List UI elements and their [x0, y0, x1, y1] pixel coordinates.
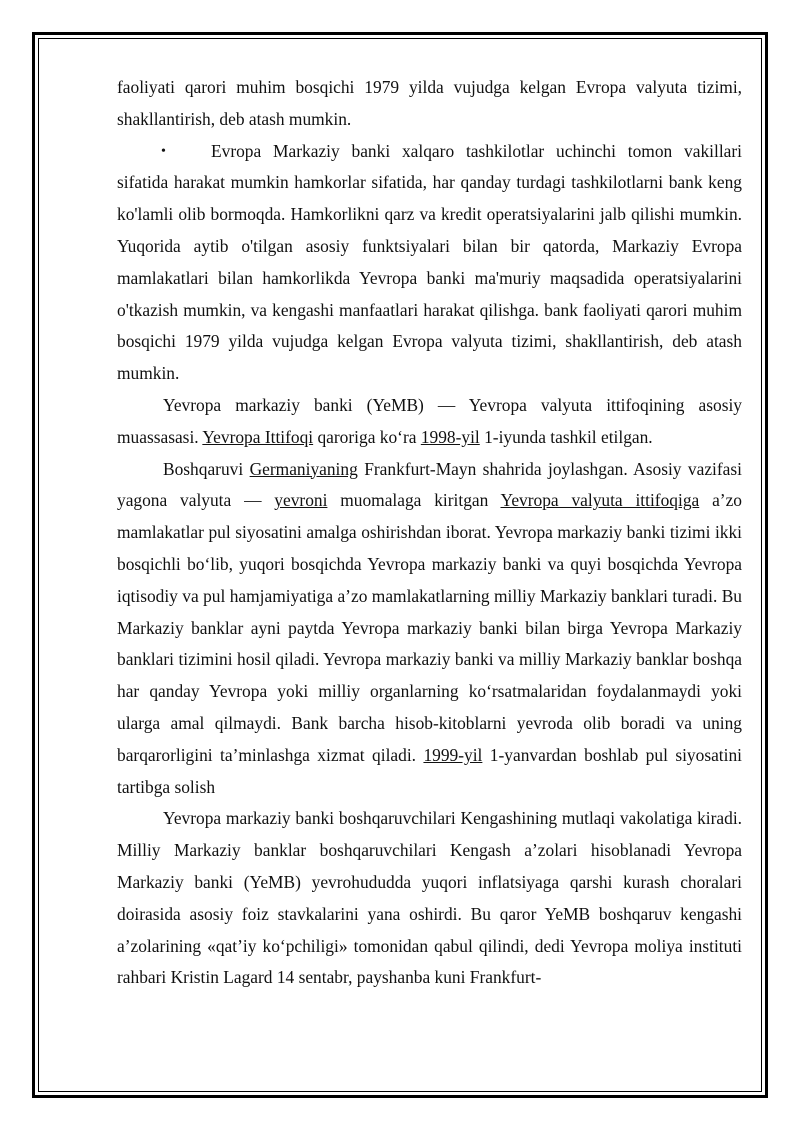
- link-yevropa-ittifoqi[interactable]: Yevropa Ittifoqi: [202, 426, 314, 447]
- text-run: Boshqaruvi: [163, 458, 250, 479]
- paragraph-1: faoliyati qarori muhim bosqichi 1979 yilda vujudga kelgan Evropa valyuta tizimi, shakllantirish, deb atash mumkin.: [117, 77, 742, 129]
- paragraph-ecb-definition: [117, 390, 742, 454]
- paragraph-ecb-headquarters: [117, 454, 742, 804]
- text-run: 1-iyunda tashkil etilgan.: [479, 426, 653, 447]
- text-run: muomalaga kiritgan: [327, 490, 501, 511]
- bullet-paragraph-text: Evropa Markaziy banki xalqaro tashkilotlar uchinchi tomon vakillari sifatida harakat mumkin hamkorlar sifatida, har qanday turdagi tashkilotlarni bank keng ko'lamli olib bormoqda. Hamkorlikni qarz va kredit operatsiyalarini jalb qilishi mumkin. Yuqorida aytib o'tilgan asosiy funktsiyalari bilan bir qatorda, Markaziy Evropa mamlakatlari bilan hamkorlikda Yevropa banki ma'muriy maqsadida operatsiyalarini o'tkazish mumkin, va kengashi manfaatlari harakat qilishga. bank faoliyati qarori muhim bosqichi 1979 yilda vujudga kelgan Evropa valyuta tizimi, shakllantirish, deb atash mumkin.: [117, 140, 742, 384]
- text-run: 1-yanvardan boshlab pul siyosatini tartibga solish: [117, 744, 742, 797]
- paragraph-governing-council: Yevropa markaziy banki boshqaruvchilari Kengashining mutlaqi vakolatiga kiradi. Milliy Markaziy banklar boshqaruvchilari Kengash a’zolari hisoblanadi Yevropa Markaziy banki (YeMB) yevrohududda yuqori inflatsiyaga qarshi kurash choralari doirasida asosiy foiz stavkalarini yana oshirdi. Bu qaror YeMB boshqaruv kengashi a’zolarining «qat’iy ko‘pchiligi» tomonidan qabul qilindi, dedi Yevropa moliya instituti rahbari Kristin Lagard 14 sentabr, payshanba kuni Frankfurt-: [117, 808, 742, 988]
- link-1998-yil[interactable]: 1998-yil: [420, 426, 480, 447]
- link-germaniyaning[interactable]: Germaniyaning: [249, 458, 358, 479]
- bullet-paragraph: [117, 136, 742, 390]
- text-run: a’zo mamlakatlar pul siyosatini amalga oshirishdan iborat. Yevropa markaziy banki tizimi ikki bosqichli bo‘lib, yuqori bosqichda Yevropa markaziy banki va quyi bosqichda Yevropa iqtisodiy va pul hamjamiyatiga a’zo mamlakatlarning milliy Markaziy banklari turadi. Bu Markaziy banklar ayni paytda Yevropa markaziy banki bilan birga Yevropa Markaziy banklari tizimini hosil qiladi. Yevropa markaziy banki va milliy Markaziy banklar boshqa har qanday Yevropa yoki milliy organlarning ko‘rsatmalaridan foydalanmaydi yoki ularga amal qilmaydi. Bank barcha hisob-kitoblarni yevroda olib boradi va uning barqarorligini ta’minlashga xizmat qiladi.: [117, 490, 742, 765]
- text-run: Yevropa markaziy banki (YeMB) — Yevropa valyuta ittifoqining asosiy muassasasi.: [117, 394, 742, 447]
- link-1999-yil[interactable]: 1999-yil: [423, 744, 483, 765]
- link-yevropa-valyuta-ittifoqiga[interactable]: Yevropa valyuta ittifoqiga: [500, 490, 700, 511]
- bullet-icon: •: [161, 143, 166, 159]
- text-run: Frankfurt-Mayn shahrida joylashgan. Asosiy vazifasi yagona valyuta —: [117, 458, 742, 511]
- text-run: qarorigа ko‘ra: [313, 426, 421, 447]
- link-yevroni[interactable]: yevroni: [274, 490, 328, 511]
- document-body: [117, 72, 742, 994]
